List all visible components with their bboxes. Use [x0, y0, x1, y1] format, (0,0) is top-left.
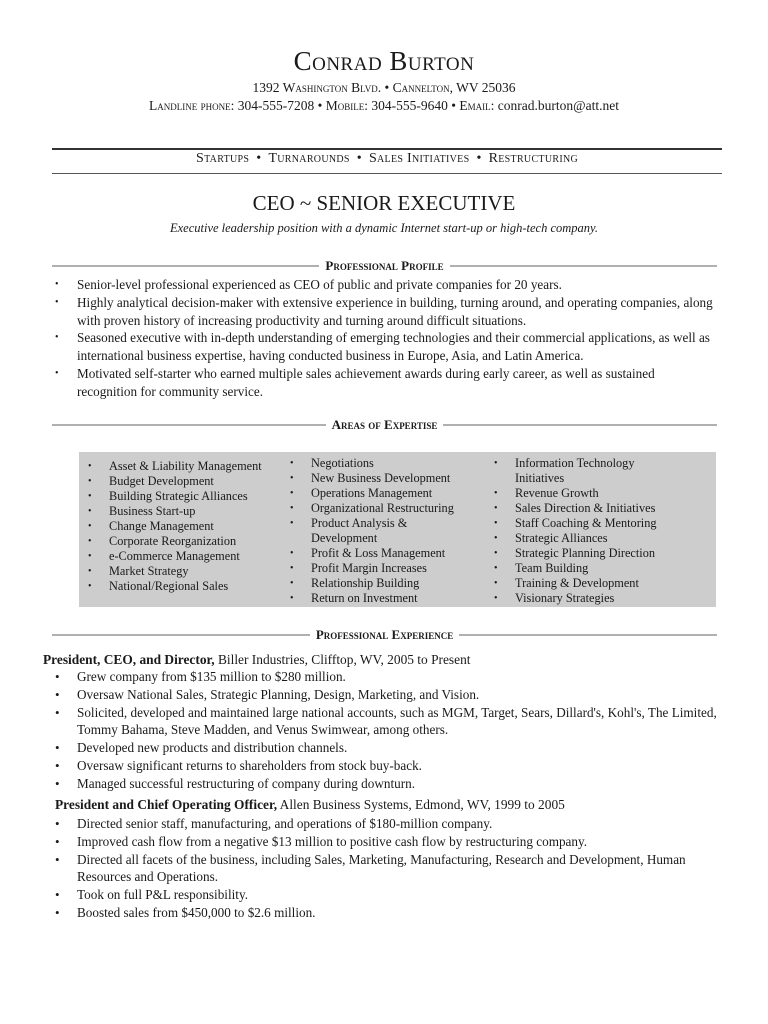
list-item-text: National/Regional Sales: [109, 579, 229, 593]
list-item: [290, 486, 476, 501]
bullet: •: [88, 521, 92, 532]
bullet: •: [494, 593, 498, 604]
list-item-text: Relationship Building: [311, 576, 420, 590]
list-item: [55, 294, 717, 330]
bullet: •: [290, 548, 294, 559]
list-item-text: Took on full P&L responsibility.: [77, 887, 248, 903]
focus-area: Startups: [195, 151, 250, 166]
list-item: [88, 519, 281, 534]
bullet: •: [290, 488, 294, 499]
bullet: •: [88, 536, 92, 547]
bullet: •: [290, 458, 294, 469]
contact-separator: •: [317, 98, 323, 113]
list-item-text: Training & Development: [515, 576, 639, 590]
job-details: Biller Industries, Clifftop, WV, 2005 to Present: [214, 652, 471, 667]
focus-separator: •: [476, 151, 482, 166]
bullet: •: [55, 904, 60, 920]
bullet: •: [88, 581, 92, 592]
list-item-text: Senior-level professional experienced as CEO of public and private companies for 20 years.: [77, 277, 562, 292]
bullet: •: [55, 851, 60, 867]
bullet: •: [290, 563, 294, 574]
expertise-column-3: [494, 456, 685, 606]
list-item-text: Team Building: [515, 561, 589, 575]
list-item: [88, 534, 281, 549]
list-item-text: Information Technology Initiatives: [515, 456, 635, 485]
section-title: Professional Profile: [325, 258, 444, 273]
list-item: [290, 546, 476, 561]
contact-separator: •: [451, 98, 457, 113]
profile-list: [55, 276, 717, 401]
bullet: •: [55, 816, 60, 831]
list-item-text: Boosted sales from $450,000 to $2.6 million.: [77, 904, 316, 920]
focus-areas-bar: [52, 151, 722, 167]
list-item-text: Asset & Liability Management: [109, 459, 262, 473]
contact-line: Landline phone: 304-555-7208 • Mobile: 304-555-9640 • Email: conrad.burton@att.net: [149, 98, 619, 113]
list-item-text: e-Commerce Management: [109, 549, 240, 563]
list-item: [290, 456, 476, 471]
list-item-text: Oversaw significant returns to shareholders from stock buy-back.: [77, 757, 422, 773]
bullet: •: [88, 491, 92, 502]
candidate-name: Conrad Burton: [293, 46, 475, 76]
list-item: [290, 591, 476, 606]
list-item: [494, 531, 685, 546]
list-item-text: Grew company from $135 million to $280 million.: [77, 669, 346, 684]
list-item: [290, 576, 476, 591]
bottom-rule: [52, 173, 722, 174]
bullet: •: [55, 833, 60, 849]
divider: [52, 265, 319, 267]
objective-statement: Executive leadership position with a dynamic Internet start-up or high-tech company.: [169, 221, 599, 235]
list-item-text: Profit Margin Increases: [311, 561, 427, 575]
bullet: •: [55, 367, 59, 379]
email-label: Email: [459, 98, 491, 113]
focus-area: Turnarounds: [268, 151, 350, 166]
list-item-text: Product Analysis & Development: [311, 516, 408, 545]
list-item: [290, 501, 476, 516]
bullet: •: [55, 740, 60, 756]
bullet: •: [88, 506, 92, 517]
list-item: [55, 886, 727, 904]
list-item: [88, 579, 281, 594]
bullet: •: [494, 458, 498, 469]
bullet: •: [494, 548, 498, 559]
bullet: •: [55, 887, 60, 903]
list-item: [494, 501, 685, 516]
job-details: Allen Business Systems, Edmond, WV, 1999 to 2005: [277, 797, 565, 812]
list-item-text: Strategic Planning Direction: [515, 546, 656, 560]
list-item-text: Organizational Restructuring: [311, 501, 454, 515]
list-item: [494, 561, 685, 576]
list-item-text: Strategic Alliances: [515, 531, 608, 545]
landline-label: Landline phone: [149, 98, 231, 113]
top-rule: [52, 148, 722, 150]
list-item: [55, 739, 727, 757]
bullet: •: [55, 296, 59, 308]
landline-number: 304-555-7208: [237, 98, 315, 113]
divider: [450, 265, 717, 267]
list-item-text: Seasoned executive with in-depth understanding of emerging technologies and their commercial applications, as well as international business expertise, having conducted business in Europe, Asia, and Latin America.: [77, 330, 710, 364]
bullet: •: [494, 503, 498, 514]
list-item-text: Staff Coaching & Mentoring: [515, 516, 657, 530]
list-item-text: New Business Development: [311, 471, 451, 485]
list-item-text: Sales Direction & Initiatives: [515, 501, 656, 515]
focus-separator: •: [256, 151, 262, 166]
list-item-text: Visionary Strategies: [515, 591, 615, 605]
bullet: •: [55, 279, 59, 290]
list-item-text: Budget Development: [109, 474, 214, 488]
list-item: [55, 904, 727, 922]
list-item: [55, 329, 717, 365]
target-title: CEO ~ SENIOR EXECUTIVE: [252, 191, 516, 215]
divider: [443, 424, 717, 426]
list-item: [55, 851, 727, 887]
list-item: [55, 833, 727, 851]
job-bullets: [55, 815, 727, 922]
job-title: President and Chief Operating Officer,: [55, 797, 278, 812]
list-item: [494, 516, 685, 531]
bullet: •: [88, 566, 92, 577]
list-item: [494, 576, 685, 591]
email-address[interactable]: conrad.burton@att.net: [497, 98, 619, 113]
list-item: [55, 668, 727, 686]
bullet: •: [290, 503, 294, 514]
bullet: •: [55, 704, 60, 720]
divider: [52, 634, 310, 636]
list-item-text: Oversaw National Sales, Strategic Planning, Design, Marketing, and Vision.: [77, 686, 480, 702]
list-item-text: Highly analytical decision-maker with extensive experience in building, turning around, and operating companies, along with proven history of increasing productivity and turning around difficult situations.: [77, 294, 713, 328]
list-item: [55, 276, 717, 294]
list-item-text: Developed new products and distribution channels.: [77, 740, 348, 756]
list-item: [290, 471, 476, 486]
job-bullets: [55, 668, 727, 793]
list-item: [55, 686, 727, 704]
list-item-text: Managed successful restructuring of company during downturn.: [77, 775, 416, 791]
bullet: •: [494, 518, 498, 529]
list-item-text: Profit & Loss Management: [311, 546, 446, 560]
bullet: •: [494, 563, 498, 574]
list-item: [88, 564, 281, 579]
list-item: [88, 489, 281, 504]
list-item: [88, 549, 281, 564]
list-item: [88, 474, 281, 489]
list-item: [55, 815, 727, 833]
expertise-section-heading: [52, 416, 717, 434]
section-title: Professional Experience: [315, 627, 454, 642]
bullet: •: [88, 476, 92, 487]
bullet: •: [88, 461, 92, 472]
street-address: 1392 Washington Blvd. • Cannelton, WV 25036: [252, 80, 516, 95]
list-item: [290, 516, 476, 546]
list-item-text: Operations Management: [311, 486, 433, 500]
profile-section-heading: [52, 257, 717, 275]
divider: [52, 424, 326, 426]
job-header: [55, 797, 565, 813]
job-title: President, CEO, and Director,: [43, 652, 215, 667]
mobile-number: 304-555-9640: [371, 98, 448, 113]
list-item-text: Corporate Reorganization: [109, 534, 237, 548]
list-item-text: Building Strategic Alliances: [109, 489, 248, 503]
list-item: [88, 459, 281, 474]
expertise-column-2: [290, 456, 476, 606]
focus-area: Sales Initiatives: [368, 151, 470, 166]
focus-separator: •: [356, 151, 362, 166]
list-item-text: Market Strategy: [109, 564, 189, 578]
experience-section-heading: [52, 626, 717, 644]
bullet: •: [290, 473, 294, 484]
bullet: •: [494, 488, 498, 499]
bullet: •: [55, 757, 60, 773]
list-item-text: Directed all facets of the business, including Sales, Marketing, Manufacturing, Research and Development, Human Resources and Operations.: [77, 851, 686, 885]
list-item-text: Motivated self-starter who earned multiple sales achievement awards during early career, as well as sustained recognition for community service.: [77, 365, 655, 399]
bullet: •: [290, 593, 294, 604]
list-item-text: Change Management: [109, 519, 214, 533]
list-item: [290, 561, 476, 576]
list-item-text: Negotiations: [311, 456, 374, 470]
list-item-text: Solicited, developed and maintained large national accounts, such as MGM, Target, Sears, Dillard's, Kohl's, The Limited, Tommy Bahama, Steve Madden, and Venus Swimwear, among others.: [77, 704, 717, 738]
job-header: [43, 652, 471, 668]
list-item-text: Improved cash flow from a negative $13 million to positive cash flow by restructuring company.: [77, 833, 588, 849]
list-item: [55, 365, 717, 401]
list-item-text: Revenue Growth: [515, 486, 599, 500]
bullet: •: [494, 533, 498, 544]
list-item: [494, 591, 685, 606]
list-item-text: Business Start-up: [109, 504, 196, 518]
list-item: [494, 456, 685, 486]
list-item-text: Return on Investment: [311, 591, 418, 605]
list-item: [55, 775, 727, 793]
bullet: •: [55, 332, 59, 344]
list-item: [494, 486, 685, 501]
bullet: •: [55, 669, 60, 684]
bullet: •: [55, 775, 60, 791]
list-item: [55, 757, 727, 775]
expertise-column-1: [88, 459, 281, 594]
list-item: [494, 546, 685, 561]
bullet: •: [494, 578, 498, 589]
bullet: •: [290, 518, 294, 529]
bullet: •: [290, 578, 294, 589]
focus-area: Restructuring: [488, 151, 578, 166]
section-title: Areas of Expertise: [331, 417, 438, 432]
list-item: [88, 504, 281, 519]
divider: [459, 634, 717, 636]
mobile-label: Mobile: [325, 98, 365, 113]
list-item-text: Directed senior staff, manufacturing, and operations of $180-million company.: [77, 816, 493, 831]
list-item: [55, 704, 727, 740]
bullet: •: [88, 551, 92, 562]
bullet: •: [55, 686, 60, 702]
